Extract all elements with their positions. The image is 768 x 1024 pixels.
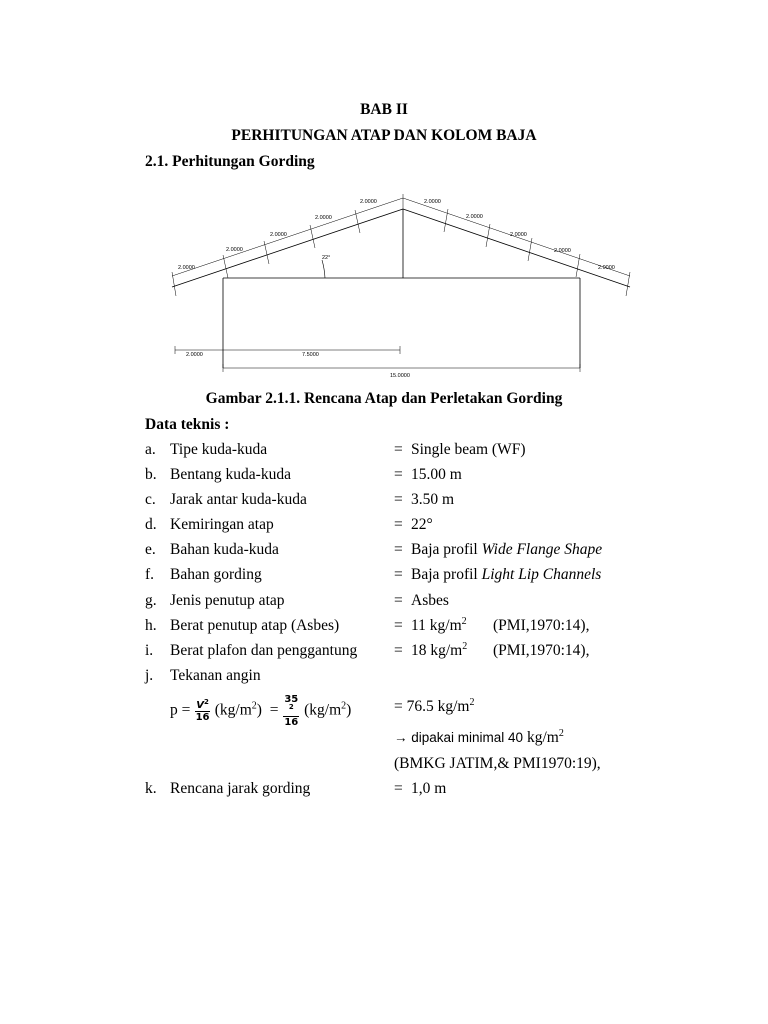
wind-minimum: → dipakai minimal 40 $kg/m^2$ — [394, 728, 564, 746]
item-letter: g. — [145, 592, 157, 609]
roof-plan-figure — [160, 178, 640, 384]
item-eq: = — [394, 617, 403, 634]
roof-right-slope — [403, 209, 630, 287]
dim-right-3: 2.0000 — [510, 232, 527, 238]
item-eq: = — [394, 566, 403, 583]
chapter-number: BAB II — [360, 101, 408, 118]
item-letter: k. — [145, 780, 157, 797]
dim-span: 15.0000 — [390, 373, 410, 379]
item-value: 15.00 m — [411, 466, 462, 483]
item-value: 1,0 m — [411, 780, 447, 797]
item-letter: j. — [145, 667, 154, 684]
dim-right-2: 2.0000 — [466, 214, 483, 220]
item-value: 18 $kg/m^2$ — [411, 641, 468, 659]
item-eq: = — [394, 592, 403, 609]
angle-arc — [322, 260, 325, 278]
item-label: Kemiringan atap — [170, 516, 274, 533]
item-eq: = — [394, 541, 403, 558]
dim-left-3: 2.0000 — [270, 232, 287, 238]
dim-right-1: 2.0000 — [424, 199, 441, 205]
item-eq: = — [394, 491, 403, 508]
item-value: 22° — [411, 516, 433, 533]
dim-overhang: 2.0000 — [186, 352, 203, 358]
item-eq: = — [394, 642, 403, 659]
frac-35-16: 35 $^2$ 16 — [284, 694, 299, 728]
item-eq: = — [394, 780, 403, 797]
item-label: Bentang kuda-kuda — [170, 466, 291, 483]
item-letter: h. — [145, 617, 157, 634]
frac-v2-16: $\frac{V^2}{16}$ — [195, 697, 210, 723]
item-label: Bahan gording — [170, 566, 262, 583]
item-reference: (PMI,1970:14), — [493, 642, 590, 659]
roof-left-slope — [172, 209, 403, 287]
dim-left-4: 2.0000 — [315, 215, 332, 221]
item-label: Jarak antar kuda-kuda — [170, 491, 307, 508]
dim-left-1: 2.0000 — [178, 265, 195, 271]
angle-label: 22° — [322, 255, 331, 261]
wind-formula: p = $\frac{V^2}{16}$ $(kg/m^2)$ = 35 $^2$ 16 $(kg/m^2)$ — [170, 694, 352, 728]
dim-half-span: 7.5000 — [302, 352, 319, 358]
item-reference: (PMI,1970:14), — [493, 617, 590, 634]
chapter-title: PERHITUNGAN ATAP DAN KOLOM BAJA — [231, 127, 537, 144]
figure-caption: Gambar 2.1.1. Rencana Atap dan Perletakan Gording — [205, 390, 563, 407]
dim-right-4: 2.0000 — [554, 248, 571, 254]
item-label: Bahan kuda-kuda — [170, 541, 279, 558]
item-letter: f. — [145, 566, 155, 583]
item-value: Single beam (WF) — [411, 441, 526, 458]
item-eq: = — [394, 516, 403, 533]
left-dim-line — [172, 198, 403, 276]
item-label: Tipe kuda-kuda — [170, 441, 268, 458]
dim-right-5: 2.0000 — [598, 265, 615, 271]
item-eq: = — [394, 466, 403, 483]
item-label: Berat plafon dan penggantung — [170, 642, 358, 659]
wind-reference: (BMKG JATIM,& PMI1970:19), — [394, 755, 601, 772]
item-letter: a. — [145, 441, 156, 458]
item-letter: b. — [145, 466, 157, 483]
section-title: 2.1. Perhitungan Gording — [145, 153, 315, 170]
item-value: 3.50 m — [411, 491, 455, 508]
item-letter: d. — [145, 516, 157, 533]
item-value: Baja profil Light Lip Channels — [411, 566, 602, 583]
item-value: Baja profil Wide Flange Shape — [411, 541, 603, 558]
item-label: Berat penutup atap (Asbes) — [170, 617, 340, 634]
dim-left-2: 2.0000 — [226, 247, 243, 253]
item-letter: i. — [145, 642, 154, 659]
item-letter: e. — [145, 541, 156, 558]
item-label: Jenis penutup atap — [170, 592, 285, 609]
item-value: Asbes — [411, 592, 449, 609]
item-letter: c. — [145, 491, 156, 508]
item-eq: = — [394, 441, 403, 458]
data-teknis-heading: Data teknis : — [145, 416, 230, 433]
item-label: Rencana jarak gording — [170, 780, 311, 797]
wind-result: = 76.5 $kg/m^2$ — [394, 697, 475, 715]
dim-left-5: 2.0000 — [360, 199, 377, 205]
item-value: 11 $kg/m^2$ — [411, 616, 467, 634]
item-label: Tekanan angin — [170, 667, 261, 684]
